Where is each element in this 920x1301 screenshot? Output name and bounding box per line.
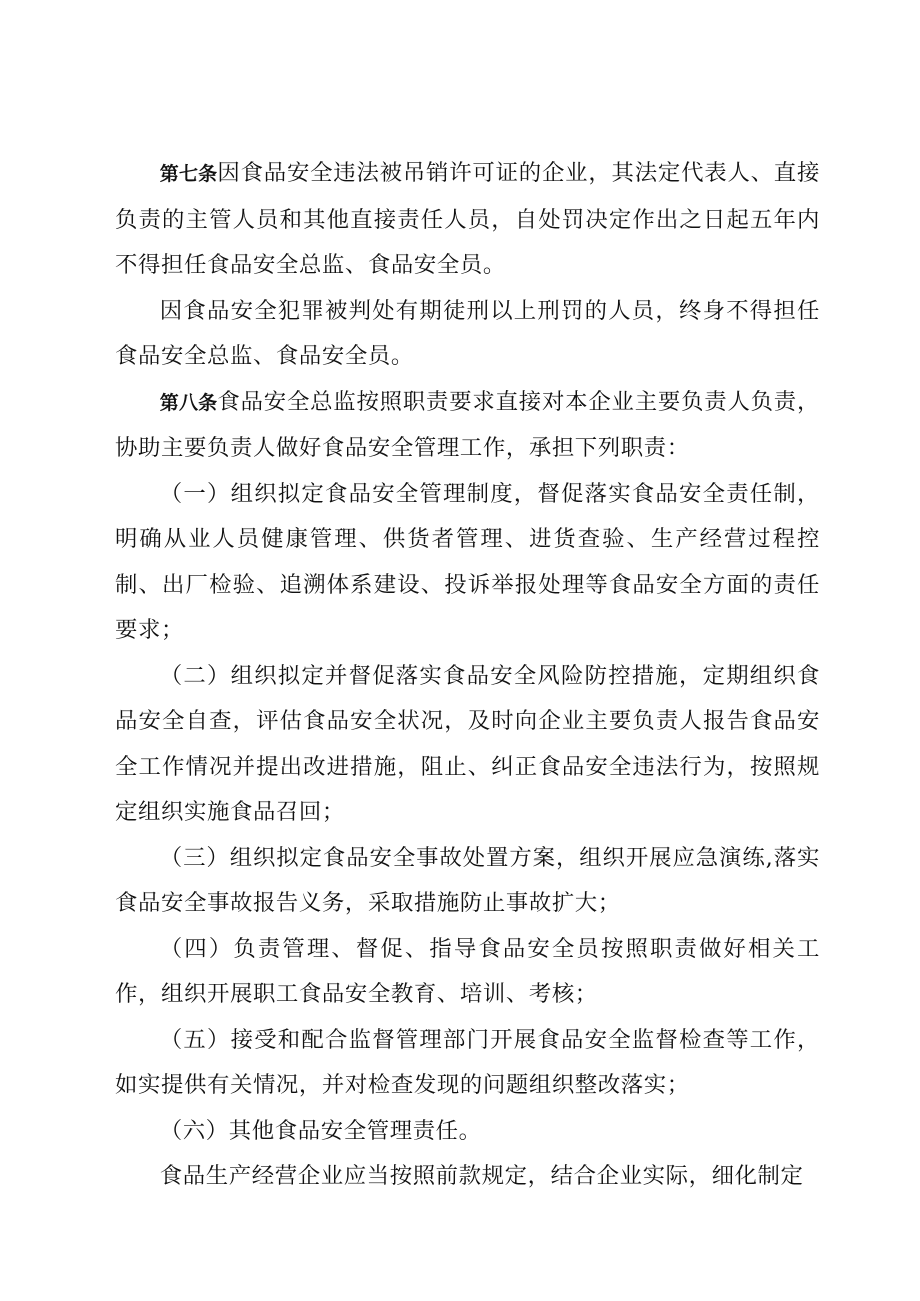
paragraph-text: （二）组织拟定并督促落实食品安全风险防控措施，定期组织食品安全自查，评估食品安全状况，及时向企业主要负责人报告食品安全工作情况并提出改进措施，阻止、纠正食品安全违法行为，按照规定组织实施食品召回；	[115, 662, 820, 825]
duty-item-3	[115, 836, 820, 927]
duty-item-4	[115, 927, 820, 1018]
duty-item-6	[115, 1109, 820, 1155]
paragraph-text: （六）其他食品安全管理责任。	[159, 1117, 482, 1144]
duty-item-5	[115, 1018, 820, 1109]
article-8-paragraph	[115, 380, 820, 472]
paragraph-text: 食品生产经营企业应当按照前款规定，结合企业实际，细化制定	[159, 1163, 804, 1189]
paragraph-text: （一）组织拟定食品安全管理制度，督促落实食品安全责任制，明确从业人员健康管理、供货者管理、进货查验、生产经营过程控制、出厂检验、追溯体系建设、投诉举报处理等食品安全方面的责任要求；	[115, 480, 820, 643]
article-7-paragraph	[115, 151, 820, 289]
article-number: 第八条	[159, 391, 218, 414]
paragraph-text: 因食品安全犯罪被判处有期徒刑以上刑罚的人员，终身不得担任食品安全总监、食品安全员。	[115, 297, 820, 369]
paragraph-text: （三）组织拟定食品安全事故处置方案，组织开展应急演练,落实食品安全事故报告义务，采取措施防止事故扩大；	[115, 844, 820, 916]
paragraph-text: 食品安全总监按照职责要求直接对本企业主要负责人负责，协助主要负责人做好食品安全管理工作，承担下列职责：	[115, 388, 820, 461]
article-7-second-paragraph	[115, 289, 820, 380]
paragraph-text: 因食品安全违法被吊销许可证的企业，其法定代表人、直接负责的主管人员和其他直接责任人员，自处罚决定作出之日起五年内不得担任食品安全总监、食品安全员。	[115, 160, 820, 278]
duty-item-1	[115, 472, 820, 654]
paragraph-text: （五）接受和配合监督管理部门开展食品安全监督检查等工作，如实提供有关情况，并对检查发现的问题组织整改落实；	[115, 1026, 820, 1098]
closing-paragraph	[115, 1154, 820, 1200]
duty-item-2	[115, 654, 820, 836]
document-body	[115, 151, 820, 1200]
paragraph-text: （四）负责管理、督促、指导食品安全员按照职责做好相关工作，组织开展职工食品安全教育、培训、考核；	[115, 935, 820, 1007]
article-number: 第七条	[159, 163, 218, 185]
